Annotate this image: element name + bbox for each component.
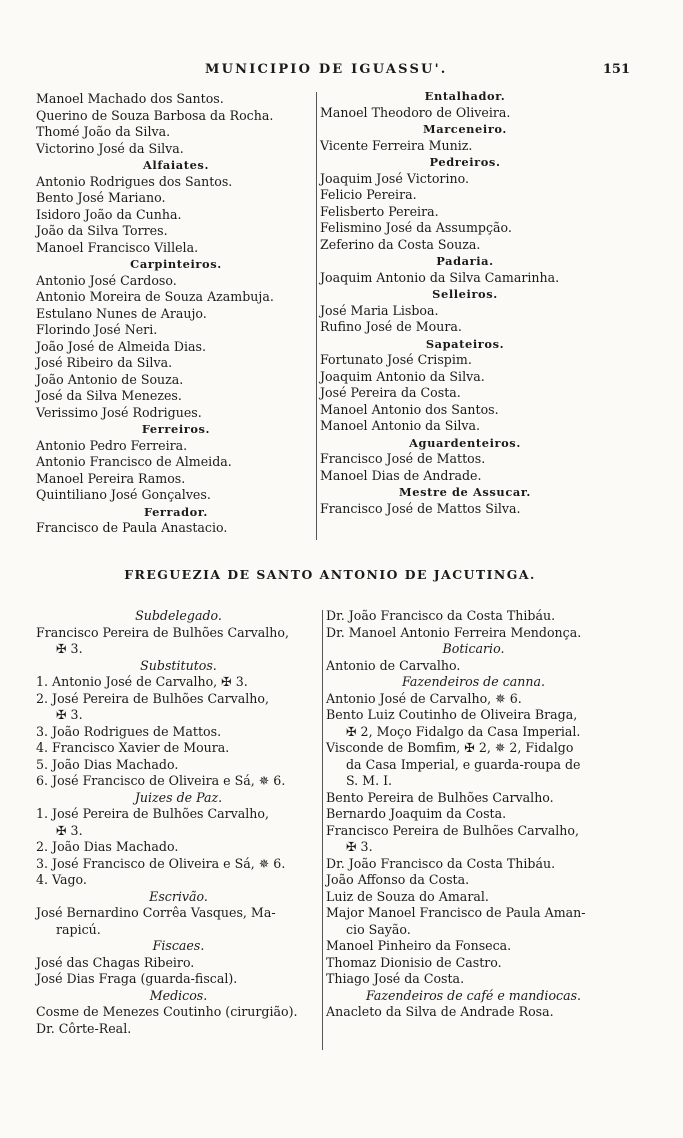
entry-line: Vicente Ferreira Muniz.	[320, 137, 473, 153]
entry-line: Antonio José Cardoso.	[36, 272, 177, 288]
entry-line: Luiz de Souza do Amaral.	[326, 888, 489, 904]
entry-line: Bento Pereira de Bulhões Carvalho.	[326, 789, 554, 805]
office-heading: Juizes de Paz.	[134, 789, 223, 805]
entry-line: Estulano Nunes de Araujo.	[36, 305, 207, 321]
entry-line: Zeferino da Costa Souza.	[320, 236, 481, 252]
entry-line: Manoel Theodoro de Oliveira.	[320, 104, 511, 120]
entry-line: Joaquim José Victorino.	[320, 170, 469, 186]
entry-line: Thiago José da Costa.	[326, 971, 465, 986]
entry-continuation: rapicú.	[56, 921, 101, 937]
bottom-left-column	[36, 608, 321, 1037]
entry-line: José Ribeiro da Silva.	[36, 355, 173, 370]
entry-line: Antonio Moreira de Souza Azambuja.	[36, 289, 274, 304]
category-heading: Marceneiro.	[423, 122, 507, 136]
entry-continuation: ✠ 2, Moço Fidalgo da Casa Imperial.	[346, 723, 581, 739]
entry-line: Fortunato José Crispim.	[320, 352, 472, 367]
entry-line: Antonio Francisco de Almeida.	[36, 454, 232, 469]
entry-line: Dr. Côrte-Real.	[36, 1020, 132, 1036]
entry-continuation: cio Sayão.	[346, 921, 411, 937]
entry-line: 3. José Francisco de Oliveira e Sá, ✵ 6.	[36, 855, 286, 871]
entry-line: José da Silva Menezes.	[36, 388, 182, 403]
top-right-column	[320, 88, 610, 517]
entry-line: Francisco Pereira de Bulhões Carvalho,	[36, 624, 289, 640]
entry-line: Bernardo Joaquim da Costa.	[326, 806, 507, 821]
entry-line: João Affonso da Costa.	[326, 872, 470, 887]
category-heading: Carpinteiros.	[130, 257, 222, 271]
office-heading: Escrivão.	[149, 888, 208, 904]
entry-continuation: ✠ 3.	[56, 707, 83, 722]
entry-line: 5. João Dias Machado.	[36, 756, 179, 772]
category-heading: Pedreiros.	[429, 155, 501, 169]
page-header	[30, 62, 630, 82]
entry-line: José Bernardino Corrêa Vasques, Ma-	[36, 905, 276, 920]
entry-line: Anacleto da Silva de Andrade Rosa.	[326, 1004, 554, 1019]
entry-line: Francisco José de Mattos.	[320, 451, 486, 466]
entry-line: José Pereira da Costa.	[320, 385, 461, 400]
entry-line: Visconde de Bomfim, ✠ 2, ✵ 2, Fidalgo	[326, 740, 574, 755]
entry-continuation: da Casa Imperial, e guarda-roupa de	[346, 756, 581, 772]
entry-line: 4. Francisco Xavier de Moura.	[36, 740, 230, 755]
entry-line: João da Silva Torres.	[36, 223, 168, 238]
category-heading: Entalhador.	[424, 89, 506, 103]
entry-line: Felicio Pereira.	[320, 187, 417, 202]
entry-line: Bento Luiz Coutinho de Oliveira Braga,	[326, 707, 578, 722]
office-heading: Medicos.	[149, 987, 208, 1003]
category-heading: Ferrador.	[144, 504, 208, 519]
entry-line: Felisberto Pereira.	[320, 203, 439, 219]
entry-line: Manoel Dias de Andrade.	[320, 467, 482, 483]
category-heading: Alfaiates.	[142, 158, 210, 172]
entry-line: Manoel Antonio da Silva.	[320, 418, 481, 433]
entry-line: 2. José Pereira de Bulhões Carvalho,	[36, 690, 269, 706]
entry-line: Joaquim Antonio da Silva Camarinha.	[320, 269, 560, 285]
entry-continuation: ✠ 3.	[56, 822, 83, 838]
entry-continuation: ✠ 3.	[56, 641, 83, 656]
running-title: MUNICIPIO DE IGUASSU'.	[205, 62, 448, 77]
top-left-column	[36, 91, 316, 537]
entry-line: Francisco José de Mattos Silva.	[320, 500, 521, 516]
entry-line: Florindo José Neri.	[36, 322, 158, 337]
page-number: 151	[602, 62, 630, 77]
entry-line: José Maria Lisboa.	[320, 302, 439, 318]
entry-line: José das Chagas Ribeiro.	[36, 954, 195, 970]
entry-line: Bento José Mariano.	[36, 190, 166, 205]
office-heading: Fazendeiros de canna.	[401, 674, 545, 689]
entry-line: Francisco de Paula Anastacio.	[36, 520, 228, 535]
entry-line: Antonio Pedro Ferreira.	[36, 437, 188, 453]
entry-line: Antonio de Carvalho.	[326, 657, 461, 673]
entry-line: Major Manoel Francisco de Paula Aman-	[326, 905, 586, 920]
entry-continuation: ✠ 3.	[346, 839, 373, 854]
entry-line: 1. José Pereira de Bulhões Carvalho,	[36, 806, 269, 821]
office-heading: Fazendeiros de café e mandiocas.	[365, 987, 582, 1003]
column-divider-lower	[322, 610, 323, 1050]
entry-line: Cosme de Menezes Coutinho (cirurgião).	[36, 1004, 298, 1019]
office-heading: Fiscaes.	[152, 938, 205, 953]
entry-line: Quintiliano José Gonçalves.	[36, 487, 211, 502]
entry-line: Isidoro João da Cunha.	[36, 206, 182, 222]
entry-line: Thomaz Dionisio de Castro.	[326, 954, 502, 970]
office-heading: Substitutos.	[140, 657, 217, 673]
office-heading: Boticario.	[442, 641, 505, 656]
entry-line: João José de Almeida Dias.	[36, 338, 207, 354]
category-heading: Sapateiros.	[425, 336, 505, 351]
entry-line: Thomé João da Silva.	[36, 124, 171, 139]
entry-line: 2. João Dias Machado.	[36, 839, 179, 854]
entry-line: 1. Antonio José de Carvalho, ✠ 3.	[36, 674, 248, 689]
entry-line: Manoel Pereira Ramos.	[36, 470, 186, 486]
category-heading: Ferreiros.	[141, 422, 211, 436]
section-title: FREGUEZIA DE SANTO ANTONIO DE JACUTINGA.	[124, 567, 536, 582]
entry-line: 3. João Rodrigues de Mattos.	[36, 723, 222, 739]
entry-line: 4. Vago.	[36, 872, 87, 887]
entry-line: Manoel Francisco Villela.	[36, 239, 199, 255]
entry-line: Verissimo José Rodrigues.	[36, 404, 202, 420]
entry-line: Francisco Pereira de Bulhões Carvalho,	[326, 822, 579, 838]
entry-line: João Antonio de Souza.	[36, 371, 184, 387]
office-heading: Subdelegado.	[135, 608, 222, 623]
category-heading: Aguardenteiros.	[409, 435, 521, 450]
entry-continuation: S. M. I.	[346, 773, 393, 788]
entry-line: Manoel Machado dos Santos.	[36, 91, 224, 106]
entry-line: José Dias Fraga (guarda-fiscal).	[36, 971, 238, 986]
entry-line: Antonio José de Carvalho, ✵ 6.	[326, 690, 522, 706]
entry-line: Joaquim Antonio da Silva.	[320, 368, 485, 384]
entry-line: Victorino José da Silva.	[36, 140, 184, 156]
entry-line: 6. José Francisco de Oliveira e Sá, ✵ 6.	[36, 773, 286, 788]
bottom-right-column	[326, 608, 621, 1021]
column-divider	[316, 92, 317, 540]
entry-line: Antonio Rodrigues dos Santos.	[36, 173, 233, 189]
entry-line: Querino de Souza Barbosa da Rocha.	[36, 107, 274, 123]
entry-line: Felismino José da Assumpção.	[320, 220, 512, 235]
entry-line: Dr. Manoel Antonio Ferreira Mendonça.	[326, 624, 582, 640]
category-heading: Padaria.	[436, 254, 494, 268]
entry-line: Rufino José de Moura.	[320, 319, 462, 334]
entry-line: Dr. João Francisco da Costa Thibáu.	[326, 608, 556, 623]
entry-line: Manoel Antonio dos Santos.	[320, 401, 499, 417]
entry-line: Manoel Pinheiro da Fonseca.	[326, 938, 512, 953]
category-heading: Selleiros.	[432, 287, 498, 301]
entry-line: Dr. João Francisco da Costa Thibáu.	[326, 855, 556, 871]
category-heading: Mestre de Assucar.	[399, 485, 531, 499]
